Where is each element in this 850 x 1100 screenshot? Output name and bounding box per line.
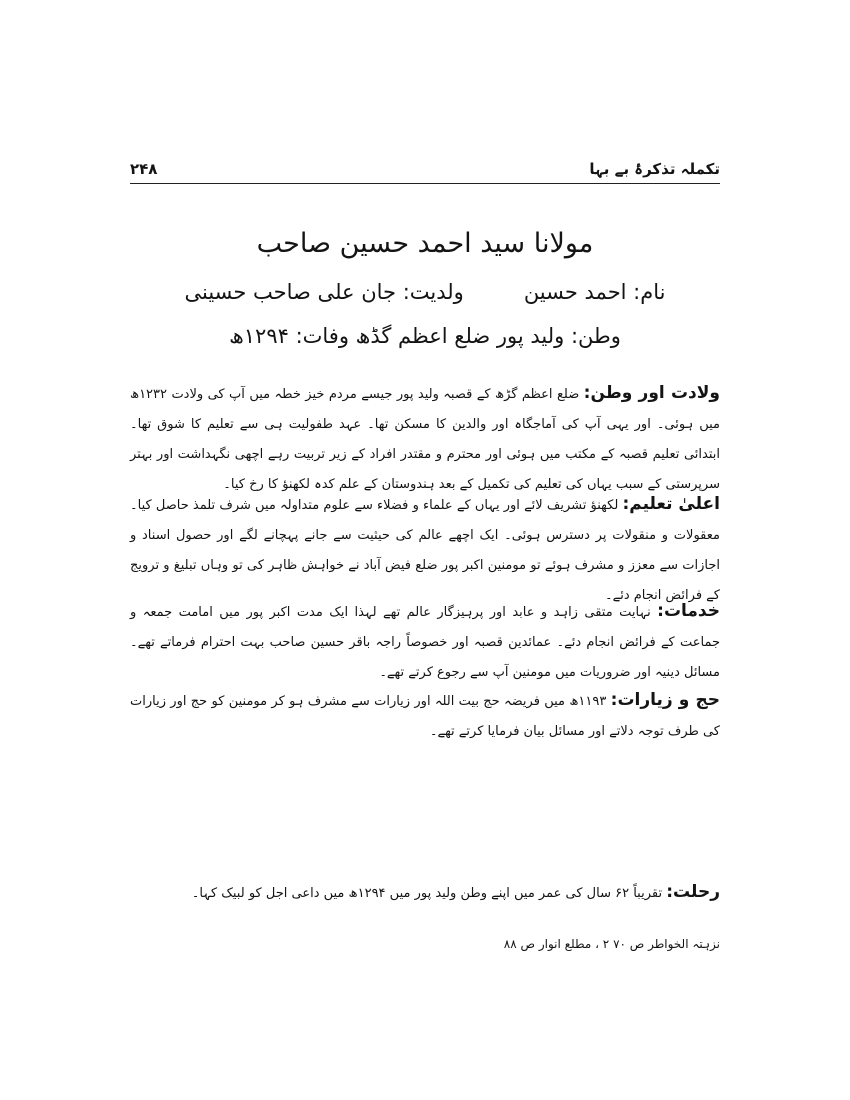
book-title: تکملہ تذکرۂ بے بہا — [589, 160, 720, 178]
education-section — [130, 489, 720, 611]
services-heading: خدمات: — [657, 601, 721, 621]
birth-text: ضلع اعظم گڑھ کے قصبہ ولید پور جیسے مردم خیز خطہ میں آپ کی ولادت ۱۲۳۲ھ میں ہوئی۔ اور یہی آپ کی آماجگاہ اور والدین کا مسکن تھا۔ عہد طفولیت ہی سے تعلیم کا شوق تھا۔ ابتدائی تعلیم قصبہ کے مکتب میں ہوئی اور محترم و مقتدر افراد کے زیر تربیت رہے اچھی نگہداشت اور بہتر سرپرستی کے سبب یہاں کی تعلیم کی تکمیل کے بعد ہندوستان کے علم کدہ لکھنؤ کا رخ کیا۔ — [130, 387, 720, 492]
entry-title: مولانا سید احمد حسین صاحب — [256, 228, 594, 259]
birth-section — [130, 378, 720, 500]
services-text: نہایت متقی زاہد و عابد اور پرہیزگار عالم تھے لہذا ایک مدت اکبر پور میں امامت جمعہ و جماعت کے فرائض انجام دئے۔ عمائدین قصبہ اور خصوصاً راجہ باقر حسین صاحب بہت احترام فرماتے تھے۔ مسائل دینیہ اور ضروریات میں مومنین آپ سے رجوع کرتے تھے۔ — [130, 605, 720, 680]
homeland-death-line: وطن: ولید پور ضلع اعظم گڈھ وفات: ۱۲۹۴ھ — [229, 324, 621, 348]
hajj-heading: حج و زیارات: — [610, 690, 720, 710]
source-reference: نزہتہ الخواطر ص ۷۰ ۲ ، مطلع انوار ص ۸۸ — [503, 937, 720, 951]
name-field: نام: احمد حسین — [523, 280, 666, 304]
header-rule — [130, 183, 720, 184]
parentage-field: ولدیت: جان علی صاحب حسینی — [184, 280, 464, 304]
hajj-section — [130, 685, 720, 747]
education-heading: اعلیٰ تعلیم: — [622, 494, 720, 514]
education-text: لکھنؤ تشریف لائے اور یہاں کے علماء و فضلاء سے علوم متداولہ میں شرف تلمذ حاصل کیا۔ معقولات و منقولات پر دسترس ہوئی۔ ایک اچھے عالم کی حیثیت سے جانے پہچانے لگے اور حصول اسناد و اجازات سے معزز و مشرف ہوئے تو مومنین اکبر پور ضلع فیض آباد نے خواہش ظاہر کی تو وہاں تبلیغ و ترویج کے فرائض انجام دئے۔ — [130, 498, 720, 603]
death-heading: رحلت: — [666, 882, 720, 902]
services-section — [130, 596, 720, 688]
death-text: تقریباً ۶۲ سال کی عمر میں اپنے وطن ولید پور میں ۱۲۹۴ھ میں داعی اجل کو لبیک کہا۔ — [191, 886, 663, 901]
birth-heading: ولادت اور وطن: — [583, 383, 720, 403]
name-parentage-line — [130, 280, 720, 304]
death-section — [192, 877, 720, 909]
hajj-text: ۱۱۹۳ھ میں فریضہ حج بیت اللہ اور زیارات سے مشرف ہو کر مومنین کو حج اور زیارات کی طرف توجہ دلاتے اور مسائل بیان فرمایا کرتے تھے۔ — [130, 694, 720, 739]
running-head — [130, 160, 720, 182]
page-number: ۲۴۸ — [130, 160, 158, 178]
